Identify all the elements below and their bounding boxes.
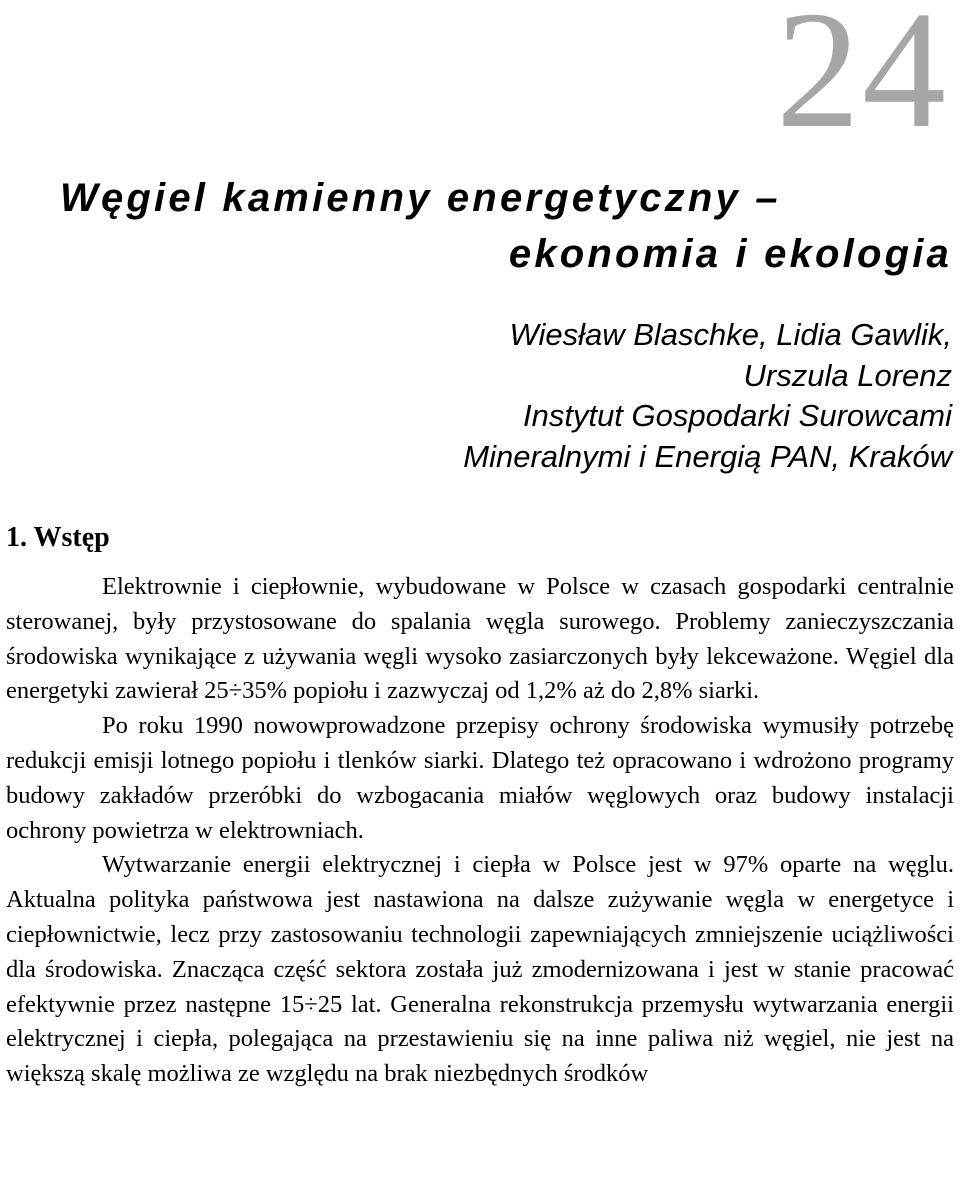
affiliation-line-1: Instytut Gospodarki Surowcami — [522, 398, 952, 433]
chapter-number: 24 — [776, 0, 948, 163]
section-body — [6, 570, 954, 1092]
paragraph-1: Elektrownie i ciepłownie, wybudowane w Polsce w czasach gospodarki centralnie sterowanej, były przystosowane do spalania węgla surowego. Problemy zanieczyszczania środowiska wynikające z używania węgli wysoko zasiarczonych były lekceważone. Węgiel dla energetyki zawierał 25÷35% popiołu i zazwyczaj od 1,2% aż do 2,8% siarki. — [6, 573, 954, 705]
section-heading: 1. Wstęp — [6, 522, 110, 553]
affiliation-line-2: Mineralnymi i Energią PAN, Kraków — [463, 438, 952, 474]
authors-line-1: Wiesław Blaschke, Lidia Gawlik, — [509, 317, 952, 352]
author-block — [463, 315, 952, 477]
paragraph-2: Po roku 1990 nowowprowadzone przepisy ochrony środowiska wymusiły potrzebę redukcji emisji lotnego popiołu i tlenków siarki. Dlatego też opracowano i wdrożono programy budowy zakładów przeróbki do wzbogacania miałów węglowych oraz budowy instalacji ochrony powietrza w elektrowniach. — [6, 712, 954, 844]
authors-line-2: Urszula Lorenz — [743, 357, 952, 393]
chapter-title-line-2: ekonomia i ekologia — [508, 232, 952, 276]
chapter-title — [60, 170, 952, 282]
paragraph-3: Wytwarzanie energii elektrycznej i ciepła w Polsce jest w 97% oparte na węglu. Aktualna polityka państwowa jest nastawiona na dalsze zużywanie węgla w energetyce i ciepłownictwie, lecz przy zastosowaniu technologii zapewniających zmniejszenie uciążliwości dla środowiska. Znacząca część sektora została już zmodernizowana i jest w stanie pracować efektywnie przez następne 15÷25 lat. Generalna rekonstrukcja przemysłu wytwarzania energii elektrycznej i ciepła, polegająca na przestawieniu się na inne paliwa niż węgiel, nie jest na większą skalę możliwa ze względu na brak niezbędnych środków — [6, 851, 954, 1088]
chapter-title-line-1: Węgiel kamienny energetyczny – — [60, 176, 781, 220]
